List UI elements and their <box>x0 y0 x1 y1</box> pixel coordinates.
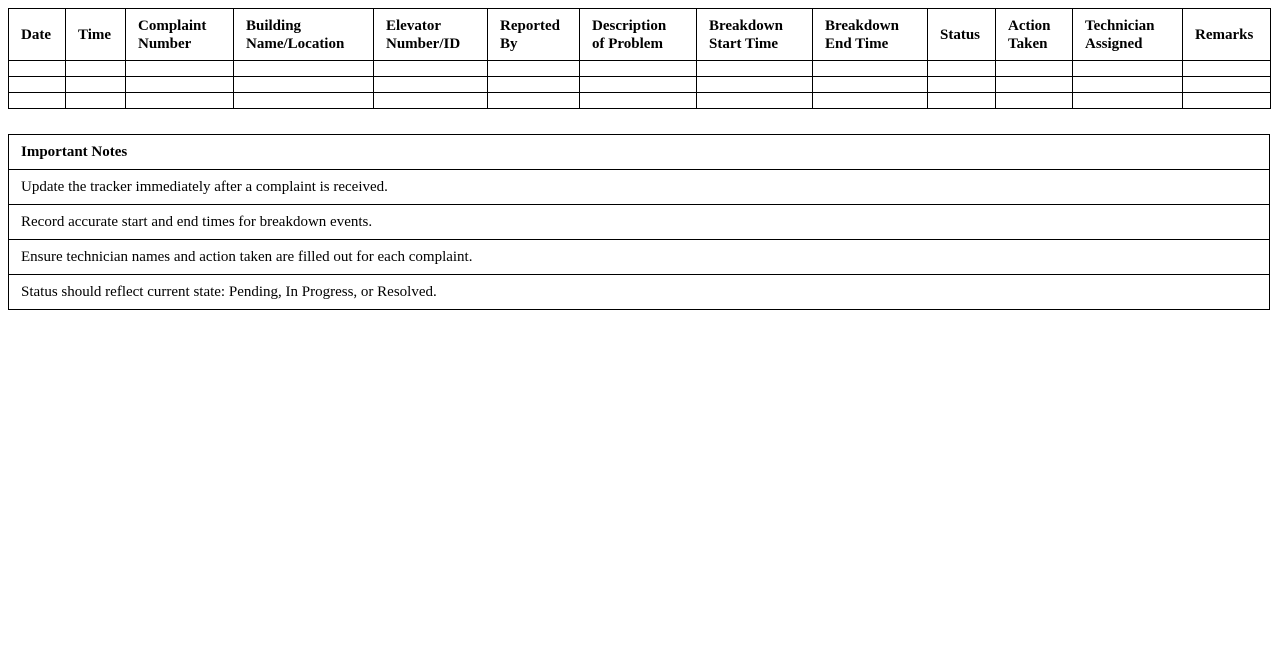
table-row <box>9 61 1271 77</box>
header-status: Status <box>928 9 996 61</box>
table-cell[interactable] <box>928 77 996 93</box>
table-cell[interactable] <box>697 61 813 77</box>
header-time: Time <box>66 9 126 61</box>
table-cell[interactable] <box>374 77 488 93</box>
table-cell[interactable] <box>1183 93 1271 109</box>
table-cell[interactable] <box>9 77 66 93</box>
table-cell[interactable] <box>996 93 1073 109</box>
note-row <box>9 275 1270 310</box>
header-remarks: Remarks <box>1183 9 1271 61</box>
table-cell[interactable] <box>996 77 1073 93</box>
important-notes-table <box>8 134 1270 310</box>
header-reported-by: Reported By <box>488 9 580 61</box>
note-row <box>9 205 1270 240</box>
table-cell[interactable] <box>1073 77 1183 93</box>
note-item: Update the tracker immediately after a complaint is received. <box>9 170 1270 205</box>
header-description: Description of Problem <box>580 9 697 61</box>
table-cell[interactable] <box>928 93 996 109</box>
header-building-location: Building Name/Location <box>234 9 374 61</box>
table-cell[interactable] <box>488 93 580 109</box>
table-cell[interactable] <box>580 77 697 93</box>
table-cell[interactable] <box>126 61 234 77</box>
table-cell[interactable] <box>1073 61 1183 77</box>
header-elevator-id: Elevator Number/ID <box>374 9 488 61</box>
complaint-tracker-table <box>8 8 1271 109</box>
table-cell[interactable] <box>488 61 580 77</box>
note-row <box>9 170 1270 205</box>
header-technician: Technician Assigned <box>1073 9 1183 61</box>
table-header-row <box>9 9 1271 61</box>
table-row <box>9 77 1271 93</box>
table-cell[interactable] <box>1183 77 1271 93</box>
table-cell[interactable] <box>580 93 697 109</box>
header-date: Date <box>9 9 66 61</box>
note-row <box>9 240 1270 275</box>
header-breakdown-end: Breakdown End Time <box>813 9 928 61</box>
table-cell[interactable] <box>234 77 374 93</box>
table-cell[interactable] <box>580 61 697 77</box>
table-cell[interactable] <box>697 93 813 109</box>
table-cell[interactable] <box>374 93 488 109</box>
note-item: Record accurate start and end times for breakdown events. <box>9 205 1270 240</box>
note-item: Ensure technician names and action taken are filled out for each complaint. <box>9 240 1270 275</box>
notes-title: Important Notes <box>9 135 1270 170</box>
table-cell[interactable] <box>126 77 234 93</box>
table-cell[interactable] <box>9 61 66 77</box>
table-row <box>9 93 1271 109</box>
header-breakdown-start: Breakdown Start Time <box>697 9 813 61</box>
table-cell[interactable] <box>9 93 66 109</box>
table-cell[interactable] <box>813 77 928 93</box>
table-cell[interactable] <box>813 61 928 77</box>
table-cell[interactable] <box>234 93 374 109</box>
table-cell[interactable] <box>374 61 488 77</box>
table-cell[interactable] <box>1183 61 1271 77</box>
table-cell[interactable] <box>813 93 928 109</box>
table-cell[interactable] <box>66 93 126 109</box>
table-cell[interactable] <box>928 61 996 77</box>
table-cell[interactable] <box>1073 93 1183 109</box>
table-cell[interactable] <box>996 61 1073 77</box>
document-page <box>8 8 1270 310</box>
table-cell[interactable] <box>66 61 126 77</box>
table-cell[interactable] <box>66 77 126 93</box>
table-cell[interactable] <box>697 77 813 93</box>
table-cell[interactable] <box>234 61 374 77</box>
note-item: Status should reflect current state: Pending, In Progress, or Resolved. <box>9 275 1270 310</box>
table-cell[interactable] <box>488 77 580 93</box>
header-complaint-number: Complaint Number <box>126 9 234 61</box>
notes-title-row <box>9 135 1270 170</box>
table-cell[interactable] <box>126 93 234 109</box>
header-action-taken: Action Taken <box>996 9 1073 61</box>
